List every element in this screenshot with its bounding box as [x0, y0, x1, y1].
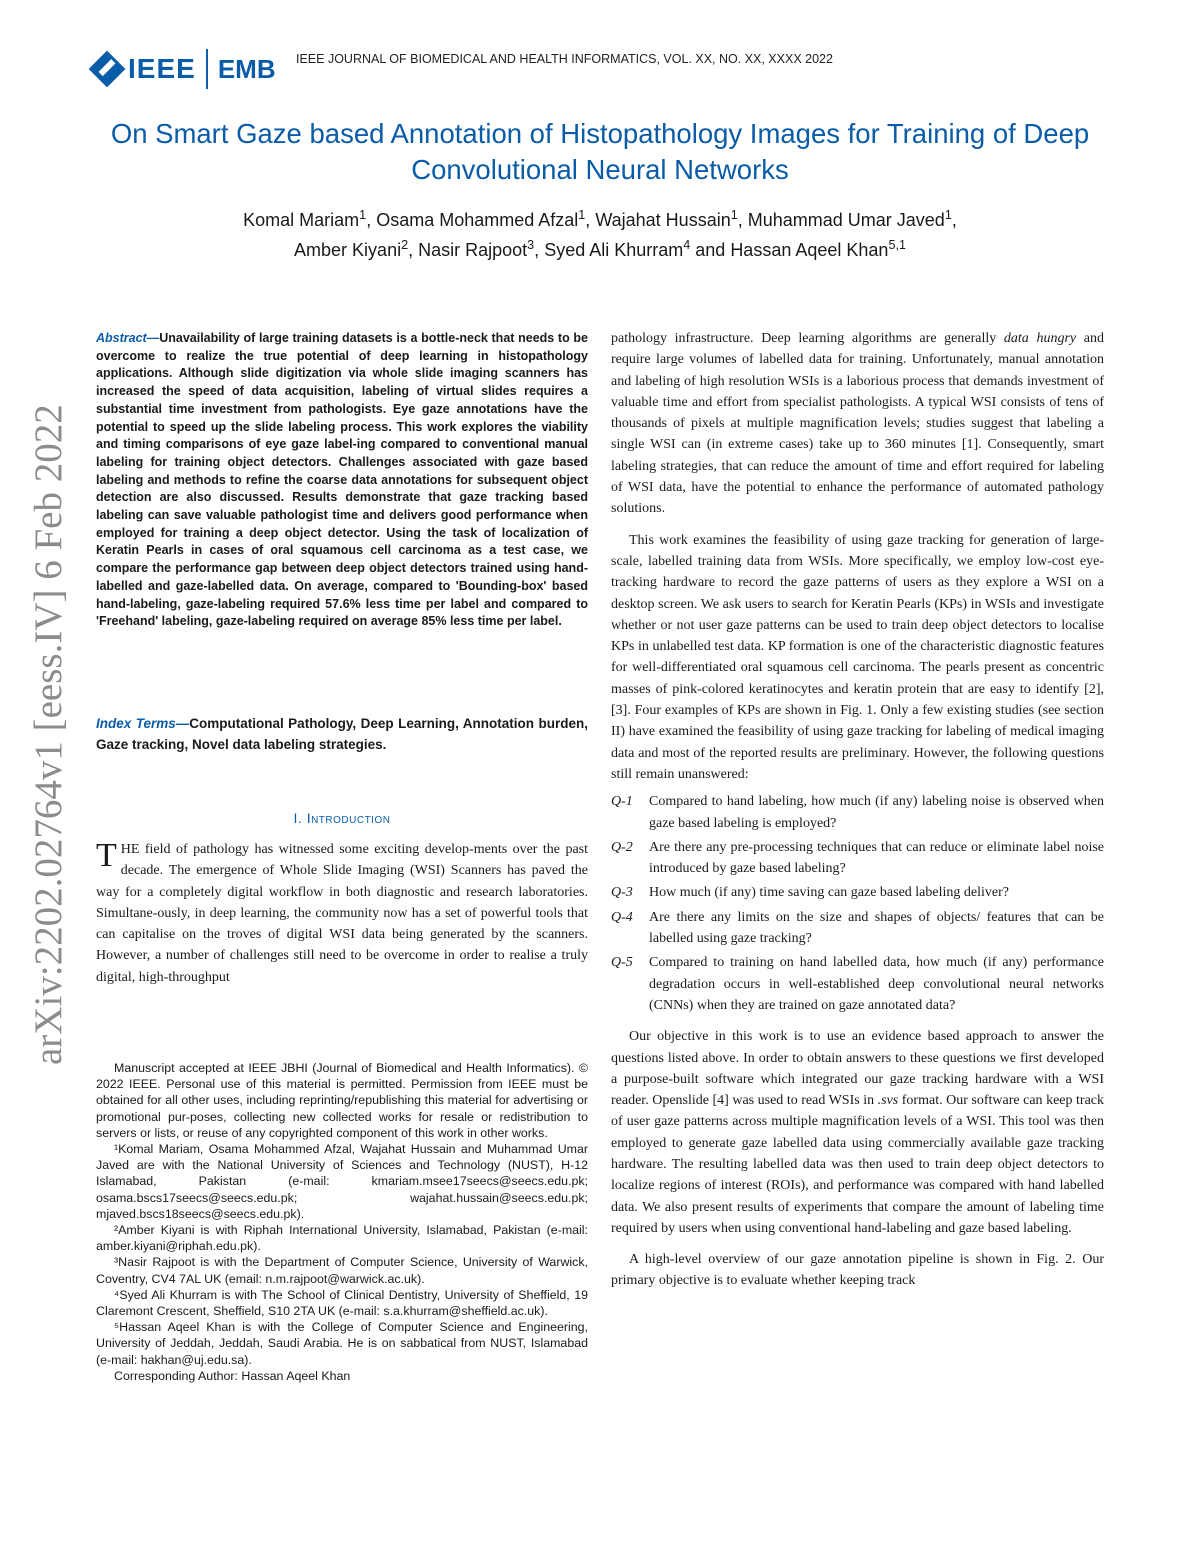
right-column: [611, 328, 1104, 1292]
question-text: How much (if any) time saving can gaze based labeling deliver?: [649, 885, 1009, 901]
index-terms-lead: Index Terms—: [96, 716, 190, 731]
intro-first-word: HE: [120, 842, 140, 857]
author: Syed Ali Khurram: [544, 240, 684, 260]
author: Nasir Rajpoot: [418, 240, 528, 260]
journal-logo: [94, 47, 276, 91]
question-label: Q-3: [611, 885, 633, 901]
footnote-affiliation-3: ³Nasir Rajpoot is with the Department of Computer Science, University of Warwick, Coventry, CV4 7AL UK (email: n.m.rajpoot@warwick.ac.uk).: [96, 1255, 588, 1286]
author-affil: 4: [683, 238, 691, 252]
ieee-diamond-icon: [89, 51, 126, 88]
question-text: Are there any limits on the size and shapes of objects/ features that can be labelled using gaze tracking?: [649, 909, 1104, 947]
author: Komal Mariam: [243, 210, 360, 230]
index-terms: [96, 714, 588, 755]
index-terms-text: Computational Pathology, Deep Learning, Annotation burden, Gaze tracking, Novel data labeling strategies.: [96, 716, 588, 752]
paragraph-text: Our objective in this work is to use an evidence based approach to answer the questions listed above. In order to obtain answers to these questions we first developed a purpose-built software which integrated our gaze tracking hardware with a WSI reader. Openslide [4] was used to read WSIs in: [611, 1029, 1104, 1109]
section-heading-introduction: [96, 810, 588, 826]
question-item: [611, 791, 1104, 834]
drop-cap: T: [96, 837, 117, 874]
author: Osama Mohammed Afzal: [376, 210, 579, 230]
intro-paragraph: field of pathology has witnessed some exciting develop-ments over the past decade. The emergence of Whole Slide Imaging (WSI) Scanners has paved the way for a completely digital workflow in both diagnostic and research laboratories. Simultane-ously, in deep learning, the community now has a set of powerful tools that can capitalise on the troves of digital WSI data being generated by the scanners. However, a number of challenges still need to be overcome in order to realise a truly digital, high-throughput: [96, 842, 588, 985]
author-list: Komal Mariam$^1$, Osama Mohammed Afzal$^1$, Wajahat Hussain$^1$, Muhammad Umar Javed$^1$, Amber Kiyani$^2$, Nasir Rajpoot$^3$, Syed Ali Khurram$^4$ and Hassan Aqeel Khan$^{5,1}$: [243, 208, 957, 260]
emphasis: .svs: [877, 1093, 899, 1109]
question-label: Q-5: [611, 955, 633, 971]
paragraph-text: pathology infrastructure. Deep learning algorithms are generally: [611, 331, 1004, 346]
paragraph: This work examines the feasibility of using gaze tracking for generation of large-scale, labelled training data from WSIs. More specifically, we employ low-cost eye-tracking hardware to record the gaze patterns of users as they explore a WSI on a desktop screen. We ask users to search for Keratin Pearls (KPs) in WSIs and investigate whether or not user gaze patterns can be used to train deep object detectors to localise KPs in unlabelled test data. KP formation is one of the characteristic diagnostic features for well-differentiated oral squamous cell carcinoma. The pearls present as concentric masses of pink-colored keratinocytes and keratin protein that are easy to identify [2], [3]. Four examples of KPs are shown in Fig. 1. Only a few existing studies (see section II) have examined the feasibility of using gaze tracking for labeling of medical imaging data and most of the reported results are preliminary. However, the following questions still remain unanswered:: [611, 532, 1104, 782]
footnote-affiliation-1: ¹Komal Mariam, Osama Mohammed Afzal, Wajahat Hussain and Muhammad Umar Javed are with the National University of Sciences and Technology (NUST), H-12 Islamabad, Pakistan (e-mail: kmariam.msee17seecs@seecs.edu.pk; osama.bscs17seecs@seecs.edu.pk; wajahat.hussain@seecs.edu.pk; mjaved.bscs18seecs@seecs.edu.pk).: [96, 1142, 588, 1221]
footnote-affiliation-4: ⁴Syed Ali Khurram is with The School of Clinical Dentistry, University of Sheffield, 19 Claremont Crescent, Sheffield, S10 2TA UK (e-mail: s.a.khurram@sheffield.ac.uk).: [96, 1287, 588, 1319]
author: Hassan Aqeel Khan: [730, 240, 889, 260]
footnote-affiliation-2: ²Amber Kiyani is with Riphah International University, Islamabad, Pakistan (e-mail: amber.kiyani@riphah.edu.pk).: [96, 1223, 588, 1254]
question-text: Are there any pre-processing techniques that can reduce or eliminate label noise introduced by gaze based labeling?: [649, 839, 1104, 877]
logo-divider: [206, 49, 208, 89]
introduction-text: [96, 839, 588, 988]
author-affil: 1: [359, 208, 367, 222]
paper-title: On Smart Gaze based Annotation of Histopathology Images for Training of Deep Convolutional Neural Networks: [110, 118, 1090, 185]
emb-logo-text: EMB: [217, 53, 276, 84]
question-item: [611, 882, 1104, 903]
footnotes: [96, 1060, 588, 1384]
abstract-text: Unavailability of large training datasets is a bottle-neck that needs to be overcome to realize the true potential of deep learning in histopathology applications. Although slide digitization via whole slide imaging scanners has increased the speed of data acquisition, labeling of virtual slides requires a substantial time investment from pathologists. Eye gaze annotations have the potential to speed up the slide labeling process. This work explores the viability and timing comparisons of eye gaze label-ing compared to conventional manual labeling for training object detectors. Challenges associated with gaze based labeling and methods to refine the coarse data annotations for subsequent object detection are also discussed. Results demonstrate that gaze tracking based labeling can save valuable pathologist time and delivers good performance when employed for training a deep object detector. Using the task of localization of Keratin Pearls in cases of oral squamous cell carcinoma as a test case, we compare the performance gap between deep object detectors trained using hand-labelled and gaze-labelled data. On average, compared to 'Bounding-box' based hand-labeling, gaze-labeling required 57.6% less time per label and compared to 'Freehand' labeling, gaze-labeling required on average 85% less time per label.: [96, 331, 588, 629]
paragraph: [611, 1026, 1104, 1239]
section-number: I.: [293, 810, 307, 826]
author-affil: 3: [527, 238, 535, 252]
author-affil: 1: [944, 208, 952, 222]
paragraph-text: format. Our software can keep track of user gaze patterns across multiple magnification levels of a WSI. This tool was then employed to generate gaze labelled data using commercially available gaze tracking hardware. The resulting labelled data was then used to train deep object detectors to localize regions of interest (ROIs), and performance was compared with hand labelled data. We also present results of experiments that compare the amount of labeling time required by users when using conventional hand-labeling and gaze based labeling.: [611, 1093, 1104, 1236]
footnote-affiliation-5: ⁵Hassan Aqeel Khan is with the College of Computer Science and Engineering, University of Jeddah, Jeddah, Saudi Arabia. He is on sabbatical from NUST, Islamabad (e-mail: hakhan@uj.edu.sa).: [96, 1320, 588, 1367]
footnote-copyright: Manuscript accepted at IEEE JBHI (Journal of Biomedical and Health Informatics). © 2022 IEEE. Personal use of this material is permitted. Permission from IEEE must be obtained for all other uses, including reprinting/republishing this material for advertising or promotional pur-poses, collecting new collected works for resale or redistribution to servers or lists, or reuse of any copyrighted component of this work in other works.: [96, 1061, 588, 1140]
question-label: Q-1: [611, 794, 633, 810]
question-list: [611, 791, 1104, 1016]
footnote-corresponding-author: Corresponding Author: Hassan Aqeel Khan: [114, 1368, 351, 1383]
question-item: [611, 837, 1104, 880]
question-label: Q-2: [611, 839, 633, 855]
author-affil: 5,1: [888, 238, 906, 252]
author-affil: 1: [730, 208, 738, 222]
author-affil: 2: [401, 238, 409, 252]
question-item: [611, 907, 1104, 950]
question-item: [611, 952, 1104, 1016]
author: Amber Kiyani: [294, 240, 402, 260]
abstract-lead: Abstract—: [96, 331, 160, 345]
paragraph-text: and require large volumes of labelled data for training. Unfortunately, manual annotation and labeling of high resolution WSIs is a laborious process that demands investment of valuable time and effort from specialist pathologists. A typical WSI consists of tens of thousands of pixels at multiple magnification levels; studies suggest that labeling a single WSI can (in extreme cases) take up to 360 minutes [1]. Consequently, smart labeling strategies, that can reduce the amount of time and effort required for labeling of WSI data, have the potential to enhance the performance of automated pathology solutions.: [611, 331, 1104, 517]
author: Muhammad Umar Javed: [747, 210, 945, 230]
arxiv-stamp: arXiv:2202.02764v1 [eess.IV] 6 Feb 2022: [27, 404, 70, 1065]
author: Wajahat Hussain: [595, 210, 731, 230]
question-text: Compared to training on hand labelled data, how much (if any) performance degradation occurs in well-established deep convolutional neural networks (CNNs) when they are trained on gaze annotated data?: [649, 955, 1104, 1013]
paragraph: [611, 328, 1104, 520]
ieee-logo-text: IEEE: [128, 53, 196, 84]
question-label: Q-4: [611, 909, 633, 925]
abstract: [96, 330, 588, 631]
author-affil: 1: [578, 208, 586, 222]
emphasis: data hungry: [1003, 331, 1077, 346]
question-text: Compared to hand labeling, how much (if any) labeling noise is observed when gaze based labeling is employed?: [649, 794, 1104, 831]
paragraph: A high-level overview of our gaze annotation pipeline is shown in Fig. 2. Our primary objective is to evaluate whether keeping track: [611, 1252, 1104, 1289]
section-title: Introduction: [306, 810, 391, 826]
journal-header: IEEE JOURNAL OF BIOMEDICAL AND HEALTH INFORMATICS, VOL. XX, NO. XX, XXXX 2022: [296, 52, 833, 66]
